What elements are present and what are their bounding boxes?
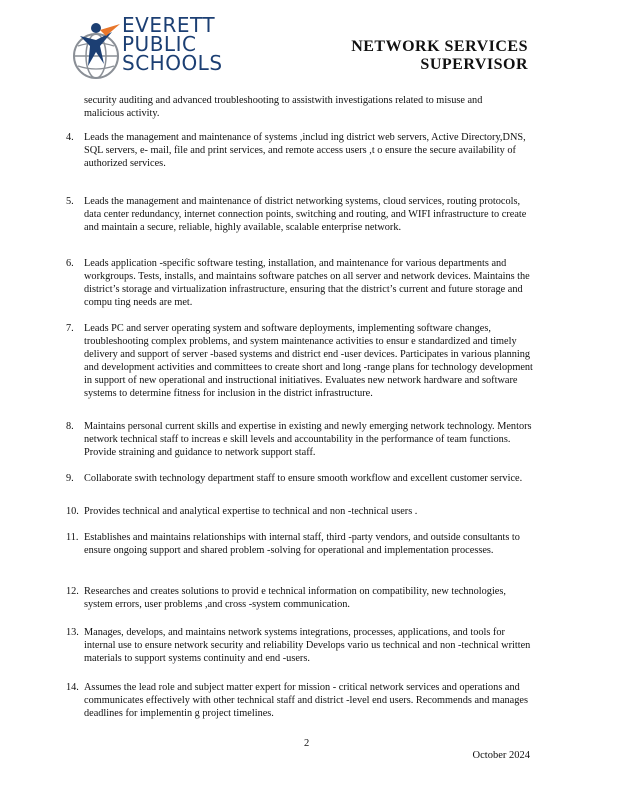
item-number: 7. — [66, 323, 74, 334]
list-item — [66, 531, 536, 585]
list-item — [66, 195, 536, 257]
list-item — [66, 626, 536, 681]
list-item — [66, 585, 536, 626]
item-number: 14. — [66, 682, 79, 693]
item-number: 12. — [66, 586, 79, 597]
list-item — [66, 505, 536, 531]
item-text: Leads the management and maintenance of district networking systems, cloud services, routing protocols, data center redundancy, internet connection points, switching and routing, and WIFI infrastructure to create and maintain a secure, reliable, highly available, scalable enterprise network. — [84, 196, 527, 233]
list-item — [66, 472, 536, 505]
item-text: Leads application -specific software testing, installation, and maintenance for various departments and workgroups. Tests, installs, and maintains software patches on all server and network devices. Maintains the district’s storage and virtualization infrastructure, ensuring that the district’s current and future storage and compu ting needs are met. — [84, 258, 530, 308]
list-item — [66, 257, 536, 322]
item-text: Leads PC and server operating system and software deployments, implementing software changes, troubleshooting complex problems, and system maintenance activities to ensur e standardized and timely delivery and support of server -based systems and district end -user devices. Participates in various planning and development activities and committees to create short and long -range plans for technology development in support of new operational and instructional initiatives. Evaluates new network hardware and software systems to determine fitness for inclusion in the district infrastructure. — [84, 323, 533, 399]
item-text: Leads the management and maintenance of systems ,includ ing district web servers, Active Directory,DNS, SQL servers, e- mail, file and print services, and remote access users ,t o ensure the secure availability of authorized services. — [84, 132, 526, 169]
logo-line-3: SCHOOLS — [122, 51, 223, 75]
item-number: 6. — [66, 258, 74, 269]
item-text: Researches and creates solutions to provid e technical information on compatibility, new technologies, system errors, user problems ,and cross -system communication. — [84, 586, 506, 610]
item-number: 5. — [66, 196, 74, 207]
item-number: 11. — [66, 532, 79, 543]
item-text: Manages, develops, and maintains network systems integrations, processes, applications, and tools for internal use to ensure network security and reliability Develops vario us technical and non -technical written materials to support systems continuity and end -users. — [84, 627, 531, 664]
item-number: 13. — [66, 627, 79, 638]
list-item — [66, 681, 536, 725]
title-line-1: NETWORK SERVICES — [351, 38, 528, 55]
globe-figure-icon — [70, 20, 122, 84]
item-text: Maintains personal current skills and expertise in existing and newly emerging network technology. Mentors network technical staff to increas e skill levels and accountability in the performance of team functions. Provide straining and guidance to network support staff. — [84, 421, 532, 458]
item-number: 10. — [66, 506, 79, 517]
item-text: Establishes and maintains relationships with internal staff, third -party vendors, and outside consultants to ensure ongoing support and shared problem -solving for operational and implementation processes. — [84, 532, 520, 556]
logo-line-2: PUBLIC — [122, 32, 197, 56]
item-text: Provides technical and analytical expertise to technical and non -technical users . — [84, 506, 418, 517]
continued-paragraph: security auditing and advanced troubleshooting to assistwith investigations related to misuse and malicious activity. — [84, 95, 483, 119]
page-number: 2 — [304, 738, 310, 749]
logo-wordmark — [122, 13, 223, 75]
item-text: Assumes the lead role and subject matter expert for mission - critical network services and operations and communicates effectively with other technical staff and district -level end users. Recommends and manages deadlines for implementin g project timelines. — [84, 682, 528, 719]
item-text: Collaborate swith technology department staff to ensure smooth workflow and excellent customer service. — [84, 473, 523, 484]
list-item — [66, 322, 536, 420]
district-logo — [70, 13, 240, 86]
document-title — [351, 38, 528, 74]
list-item — [66, 131, 536, 195]
responsibility-list — [66, 131, 536, 725]
item-number: 8. — [66, 421, 74, 432]
revision-date: October 2024 — [472, 750, 530, 761]
title-line-2: SUPERVISOR — [420, 56, 528, 73]
item-number: 4. — [66, 132, 74, 143]
item-number: 9. — [66, 473, 74, 484]
logo-line-1: EVERETT — [122, 13, 216, 37]
list-item — [66, 420, 536, 472]
